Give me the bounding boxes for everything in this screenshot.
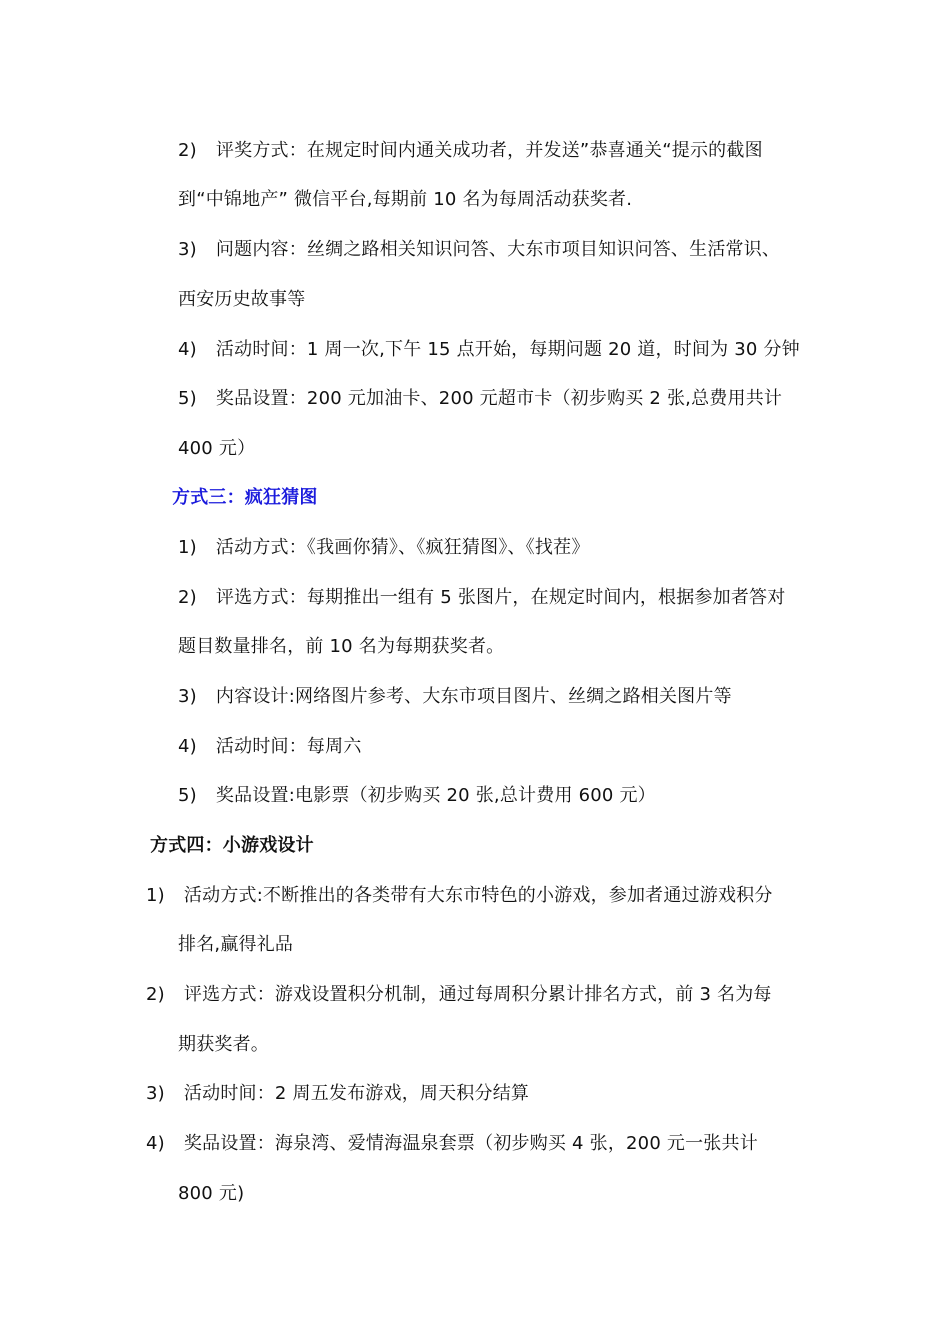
s3-item-1 xyxy=(178,536,590,560)
s4-item-1-line-1: 活动方式:不断推出的各类带有大东市特色的小游戏，参加者通过游戏积分 xyxy=(183,885,773,906)
s2-item-2-line-2: 到“中锦地产” 微信平台,每期前 10 名为每周活动获奖者. xyxy=(178,189,633,210)
s4-item-1 xyxy=(146,884,773,908)
s2-item-3-num: 3) xyxy=(178,239,197,260)
s4-item-4 xyxy=(146,1132,758,1156)
s4-item-3-num: 3) xyxy=(146,1083,165,1104)
s2-item-5 xyxy=(178,387,782,411)
s3-item-4-line-1: 活动时间：每周六 xyxy=(215,736,362,757)
s3-item-2-line-2: 题目数量排名，前 10 名为每期获奖者。 xyxy=(178,636,505,657)
s2-item-5-line-1: 奖品设置：200 元加油卡、200 元超市卡（初步购买 2 张,总费用共计 xyxy=(215,388,783,409)
s2-item-4-num: 4) xyxy=(178,339,197,360)
s2-item-5-line-2: 400 元） xyxy=(178,438,256,459)
s2-item-3-line-2: 西安历史故事等 xyxy=(178,289,306,310)
s3-item-4-num: 4) xyxy=(178,736,197,757)
s2-item-2-num: 2) xyxy=(178,140,197,161)
s2-item-4 xyxy=(178,338,800,362)
s4-item-4-line-1: 奖品设置：海泉湾、爱情海温泉套票（初步购买 4 张，200 元一张共计 xyxy=(183,1133,758,1154)
s4-item-2-line-2: 期获奖者。 xyxy=(178,1034,269,1055)
s3-item-5-num: 5) xyxy=(178,785,197,806)
s2-item-5-num: 5) xyxy=(178,388,197,409)
s3-item-2 xyxy=(178,586,785,610)
s3-item-5-line-1: 奖品设置:电影票（初步购买 20 张,总计费用 600 元） xyxy=(215,785,656,806)
s2-item-4-line-1: 活动时间：1 周一次,下午 15 点开始，每期问题 20 道，时间为 30 分钟 xyxy=(215,339,800,360)
s3-item-1-line-1: 活动方式：《我画你猜》、《疯狂猜图》、《找茬》 xyxy=(215,537,590,558)
s3-item-3-num: 3) xyxy=(178,686,197,707)
s4-item-2 xyxy=(146,983,772,1007)
s4-item-4-num: 4) xyxy=(146,1133,165,1154)
s2-item-2-line-1: 评奖方式：在规定时间内通关成功者，并发送”恭喜通关“提示的截图 xyxy=(215,140,763,161)
s4-item-3 xyxy=(146,1082,529,1106)
s2-item-3 xyxy=(178,238,780,262)
s4-item-2-line-1: 评选方式：游戏设置积分机制，通过每周积分累计排名方式，前 3 名为每 xyxy=(183,984,772,1005)
s3-item-2-num: 2) xyxy=(178,587,197,608)
s3-item-3 xyxy=(178,685,732,709)
s4-item-2-num: 2) xyxy=(146,984,165,1005)
section4-heading: 方式四：小游戏设计 xyxy=(150,835,314,856)
s4-item-1-num: 1) xyxy=(146,885,165,906)
s3-item-1-num: 1) xyxy=(178,537,197,558)
s2-item-2 xyxy=(178,139,763,163)
s4-item-1-line-2: 排名,赢得礼品 xyxy=(178,934,294,955)
section3-heading: 方式三：疯狂猜图 xyxy=(172,487,318,508)
s3-item-2-line-1: 评选方式：每期推出一组有 5 张图片，在规定时间内，根据参加者答对 xyxy=(215,587,786,608)
s3-item-3-line-1: 内容设计:网络图片参考、大东市项目图片、丝绸之路相关图片等 xyxy=(215,686,732,707)
s4-item-4-line-2: 800 元) xyxy=(178,1183,245,1204)
s3-item-5 xyxy=(178,784,656,808)
s3-item-4 xyxy=(178,735,362,759)
s4-item-3-line-1: 活动时间：2 周五发布游戏，周天积分结算 xyxy=(183,1083,530,1104)
s2-item-3-line-1: 问题内容：丝绸之路相关知识问答、大东市项目知识问答、生活常识、 xyxy=(215,239,781,260)
